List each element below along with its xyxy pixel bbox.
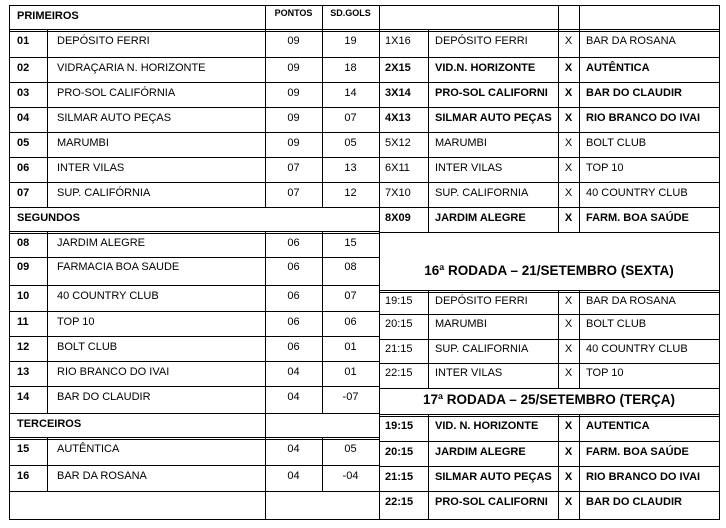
row-divider [9,386,380,387]
team-name: RIO BRANCO DO IVAI [57,366,170,378]
column-divider [47,336,48,362]
column-divider [265,107,266,133]
column-divider [558,107,559,133]
column-divider [428,415,429,442]
row-divider [9,413,380,414]
column-divider [322,438,323,466]
column-divider [428,157,429,183]
team-name: BAR DO CLAUDIR [57,391,151,403]
match-code: 8X09 [385,212,411,224]
column-divider [322,386,323,414]
column-divider [579,207,580,233]
team-name: TOP 10 [57,316,95,328]
versus-label: X [564,187,573,199]
column-divider [579,441,580,467]
column-divider [428,441,429,467]
column-divider [265,336,266,362]
column-divider [322,361,323,387]
team-name: AUTÊNTICA [57,443,120,455]
row-divider [379,314,720,315]
column-divider [579,82,580,108]
column-divider [558,132,559,158]
column-divider [47,157,48,183]
game-time: 20:15 [385,318,413,330]
team-points: 04 [287,366,300,378]
column-divider [47,232,48,258]
versus-label: X [564,367,573,379]
versus-label: X [564,35,573,47]
column-divider [579,415,580,442]
versus-label: X [564,162,573,174]
column-divider [265,182,266,208]
away-team: FARM. BOA SAÚDE [586,446,689,458]
team-position: 12 [17,341,30,353]
team-position: 01 [17,35,30,47]
column-divider [265,82,266,108]
away-team: BAR DO CLAUDIR [586,496,682,508]
row-divider [379,157,720,158]
column-divider [579,363,580,389]
team-position: 13 [17,366,30,378]
column-divider [579,314,580,340]
home-team: SUP. CALIFORNIA [435,343,529,355]
column-divider [322,82,323,108]
column-divider [322,57,323,83]
match-code: 3X14 [385,87,411,99]
away-team: BAR DO CLAUDIR [586,87,682,99]
team-goal-diff: 07 [344,112,357,124]
row-divider [9,82,380,83]
team-position: 03 [17,87,30,99]
match-code: 2X15 [385,62,411,74]
versus-label: X [564,295,573,307]
column-divider [322,285,323,312]
home-team: SUP. CALIFORNIA [435,187,529,199]
away-team: TOP 10 [586,367,624,379]
row-divider [379,414,720,417]
column-divider [579,57,580,83]
sdgols-header: SD.GOLS [330,8,371,18]
column-divider [428,182,429,208]
match-code: 5X12 [385,137,411,149]
row-divider [379,290,720,293]
row-divider [9,465,380,466]
team-name: DEPÓSITO FERRI [57,35,150,47]
row-divider [9,132,380,133]
team-position: 04 [17,112,30,124]
game-time: 19:15 [385,420,414,432]
row-divider [9,257,380,258]
team-goal-diff: 07 [344,290,357,302]
column-divider [47,311,48,337]
column-divider [265,413,266,439]
column-divider [579,182,580,208]
column-divider [579,107,580,133]
column-divider [47,438,48,466]
away-team: TOP 10 [586,162,624,174]
column-divider [428,339,429,364]
team-goal-diff: 05 [344,443,357,455]
row-divider [9,29,380,32]
column-divider [558,207,559,233]
team-goal-diff: 01 [344,341,357,353]
team-goal-diff: 19 [344,35,357,47]
team-position: 11 [17,316,29,328]
column-divider [322,5,323,31]
pontos-header: PONTOS [274,8,313,18]
column-divider [558,291,559,315]
away-team: 40 COUNTRY CLUB [586,187,688,199]
column-divider [47,132,48,158]
away-team: RIO BRANCO DO IVAI [586,471,701,483]
team-goal-diff: 13 [344,162,357,174]
team-points: 09 [287,112,300,124]
row-divider [9,5,380,6]
row-divider [9,57,380,58]
home-team: SILMAR AUTO PEÇAS [435,112,552,124]
row-divider [9,231,380,234]
column-divider [428,466,429,492]
column-divider [428,491,429,520]
championship-table [9,5,719,519]
home-team: PRO-SOL CALIFORNI [435,87,548,99]
team-goal-diff: 01 [344,366,357,378]
row-divider [9,519,380,520]
row-divider [379,491,720,492]
team-goal-diff: 14 [344,87,357,99]
team-position: 10 [17,290,30,302]
group-label: TERCEIROS [17,418,82,430]
column-divider [428,132,429,158]
team-name: BAR DA ROSANA [57,470,147,482]
column-divider [428,291,429,315]
team-goal-diff: 05 [344,137,357,149]
home-team: VID. N. HORIZONTE [435,420,539,432]
row-divider [379,57,720,58]
match-code: 1X16 [385,35,411,47]
team-position: 08 [17,237,30,249]
column-divider [47,465,48,492]
column-divider [322,107,323,133]
column-divider [428,107,429,133]
versus-label: X [564,318,573,330]
versus-label: X [564,112,573,124]
column-divider [558,314,559,340]
column-divider [558,5,559,31]
team-points: 09 [287,137,300,149]
versus-label: X [564,446,573,458]
group-label: SEGUNDOS [17,212,80,224]
away-team: 40 COUNTRY CLUB [586,343,688,355]
column-divider [322,465,323,492]
team-name: SILMAR AUTO PEÇAS [57,112,172,124]
team-goal-diff: -04 [342,470,359,482]
row-divider [379,5,720,6]
team-name: FARMACIA BOA SAUDE [57,261,180,273]
game-time: 21:15 [385,471,414,483]
match-code: 4X13 [385,112,411,124]
game-time: 22:15 [385,496,414,508]
team-name: INTER VILAS [57,162,125,174]
round-16-title: 16ª RODADA – 21/SETEMBRO (SEXTA) [424,263,674,278]
column-divider [322,132,323,158]
team-goal-diff: 08 [344,261,357,273]
column-divider [47,107,48,133]
versus-label: X [564,62,573,74]
match-code: 6X11 [385,162,410,174]
column-divider [47,30,48,58]
column-divider [322,257,323,286]
column-divider [265,157,266,183]
column-divider [428,207,429,233]
versus-label: X [564,496,573,508]
match-code: 7X10 [385,187,411,199]
home-team: JARDIM ALEGRE [435,212,526,224]
away-team: RIO BRANCO DO IVAI [586,112,701,124]
home-team: INTER VILAS [435,367,503,379]
away-team: FARM. BOA SAÚDE [586,212,689,224]
row-divider [379,107,720,108]
team-position: 09 [17,261,30,273]
row-divider [379,29,720,32]
team-name: MARUMBI [57,137,109,149]
team-goal-diff: 18 [344,62,357,74]
versus-label: X [564,87,573,99]
column-divider [428,363,429,389]
row-divider [379,82,720,83]
column-divider [579,132,580,158]
column-divider [579,5,580,31]
column-divider [265,30,266,58]
column-divider [719,5,720,520]
team-goal-diff: 12 [344,187,357,199]
column-divider [265,257,266,286]
row-divider [9,361,380,362]
team-name: 40 COUNTRY CLUB [57,290,159,302]
team-points: 09 [287,87,300,99]
team-name: SUP. CALIFÓRNIA [57,187,151,199]
row-divider [9,491,380,492]
row-divider [379,207,720,208]
home-team: MARUMBI [435,318,487,330]
row-divider [9,285,380,286]
home-team: PRO-SOL CALIFORNI [435,496,548,508]
column-divider [558,30,559,58]
row-divider [379,363,720,364]
row-divider [379,132,720,133]
home-team: DEPÓSITO FERRI [435,35,528,47]
game-time: 22:15 [385,367,413,379]
row-divider [379,182,720,183]
column-divider [558,182,559,208]
game-time: 20:15 [385,446,414,458]
column-divider [265,232,266,258]
team-points: 06 [287,341,300,353]
team-points: 07 [287,187,300,199]
row-divider [379,339,720,340]
column-divider [322,336,323,362]
column-divider [322,232,323,258]
column-divider [265,57,266,83]
team-position: 07 [17,187,30,199]
team-position: 16 [17,470,30,482]
group-label: PRIMEIROS [17,10,79,22]
team-points: 06 [287,316,300,328]
away-team: BAR DA ROSANA [586,35,676,47]
team-name: BOLT CLUB [57,341,118,353]
column-divider [558,339,559,364]
home-team: SILMAR AUTO PEÇAS [435,471,552,483]
column-divider [47,57,48,83]
column-divider [265,311,266,337]
column-divider [47,257,48,286]
team-goal-diff: 15 [344,237,357,249]
versus-label: X [564,212,573,224]
column-divider [322,30,323,58]
column-divider [579,291,580,315]
column-divider [579,339,580,364]
away-team: BOLT CLUB [586,137,647,149]
column-divider [265,5,266,31]
row-divider [9,107,380,108]
column-divider [579,466,580,492]
team-points: 06 [287,237,300,249]
column-divider [558,157,559,183]
column-divider [265,285,266,312]
game-time: 19:15 [385,295,413,307]
row-divider [379,441,720,442]
row-divider [9,207,380,208]
row-divider [379,519,720,520]
column-divider [47,82,48,108]
versus-label: X [564,343,573,355]
column-divider [322,311,323,337]
column-divider [265,491,266,520]
round-17-title: 17ª RODADA – 25/SETEMBRO (TERÇA) [422,392,676,407]
away-team: BOLT CLUB [586,318,647,330]
team-position: 15 [17,443,30,455]
home-team: INTER VILAS [435,162,503,174]
team-position: 14 [17,391,30,403]
column-divider [265,132,266,158]
column-divider [47,386,48,414]
away-team: BAR DA ROSANA [586,295,676,307]
row-divider [9,437,380,440]
column-divider [558,441,559,467]
home-team: JARDIM ALEGRE [435,446,526,458]
column-divider [47,285,48,312]
team-points: 04 [287,470,300,482]
versus-label: X [564,420,573,432]
team-name: JARDIM ALEGRE [57,237,146,249]
column-divider [265,438,266,466]
column-divider [428,30,429,58]
away-team: AUTENTICA [586,420,650,432]
row-divider [379,466,720,467]
column-divider [428,82,429,108]
team-position: 06 [17,162,30,174]
column-divider [322,157,323,183]
team-name: PRO-SOL CALIFÓRNIA [57,87,176,99]
column-divider [47,182,48,208]
column-divider [558,82,559,108]
home-team: DEPÓSITO FERRI [435,295,528,307]
team-position: 02 [17,62,30,74]
column-divider [558,415,559,442]
team-name: VIDRAÇARIA N. HORIZONTE [57,62,206,74]
team-goal-diff: -07 [342,391,359,403]
team-goal-diff: 06 [344,316,357,328]
column-divider [558,491,559,520]
row-divider [9,311,380,312]
column-divider [428,314,429,340]
column-divider [322,182,323,208]
team-points: 09 [287,35,300,47]
column-divider [47,361,48,387]
versus-label: X [564,471,573,483]
versus-label: X [564,137,573,149]
row-divider [9,336,380,337]
team-points: 07 [287,162,300,174]
column-divider [265,361,266,387]
column-divider [579,491,580,520]
game-time: 21:15 [385,343,413,355]
team-points: 04 [287,443,300,455]
team-points: 06 [287,261,300,273]
team-points: 06 [287,290,300,302]
column-divider [579,157,580,183]
column-divider [428,57,429,83]
column-divider [9,5,10,520]
column-divider [558,363,559,389]
home-team: MARUMBI [435,137,487,149]
away-team: AUTÊNTICA [586,62,650,74]
column-divider [265,465,266,492]
team-points: 09 [287,62,300,74]
column-divider [558,57,559,83]
home-team: VID.N. HORIZONTE [435,62,536,74]
column-divider [558,466,559,492]
row-divider [9,182,380,183]
column-divider [265,386,266,414]
column-divider [579,30,580,58]
team-position: 05 [17,137,30,149]
row-divider [9,157,380,158]
team-points: 04 [287,391,300,403]
